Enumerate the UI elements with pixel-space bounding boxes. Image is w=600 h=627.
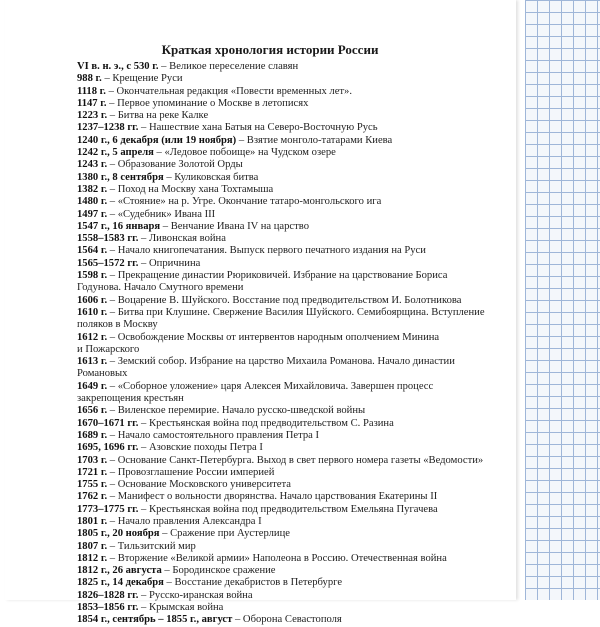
entry-date: 1147 г.: [77, 97, 107, 109]
entry-date: 1649 г.: [77, 380, 108, 392]
entry-text: – «Судебник» Ивана III: [107, 208, 216, 220]
timeline-entry: [77, 110, 517, 122]
entry-date: 1610 г.: [77, 306, 108, 318]
entry-text: – Освобождение Москвы от интервентов народным ополчением Минина и Пожарского: [77, 331, 440, 355]
entry-text: – Оборона Севастополя: [232, 614, 342, 626]
entry-date: 1670–1671 гг.: [77, 417, 139, 429]
entry-date: 1382 г.: [77, 183, 108, 195]
entry-date: 1721 г.: [77, 466, 108, 478]
entry-text: – Азовские походы Петра I: [138, 442, 263, 454]
timeline-entry: [77, 467, 517, 479]
timeline-entry: [77, 418, 517, 430]
timeline-entry: [77, 196, 517, 208]
entry-date: 1237–1238 гг.: [77, 122, 139, 134]
entry-text: – Первое упоминание о Москве в летописях: [106, 97, 309, 109]
timeline-entry: [77, 602, 517, 614]
timeline-entry: [77, 491, 517, 503]
timeline-entry: [77, 356, 517, 381]
timeline-entry: [77, 565, 517, 577]
entry-text: – Начало самостоятельного правления Петра I: [107, 429, 320, 441]
entry-date: 1755 г.: [77, 479, 108, 491]
entry-text: – Крестьянская война под предводительством Емельяна Пугачева: [138, 503, 438, 515]
entry-text: – Окончательная редакция «Повести временных лет».: [105, 85, 352, 97]
entry-date: 1762 г.: [77, 491, 108, 503]
entry-date: 1480 г.: [77, 196, 108, 208]
entry-text: – Начало правления Александра I: [107, 515, 262, 527]
timeline-entry: [77, 221, 517, 233]
entry-text: – Крестьянская война под предводительством С. Разина: [138, 417, 394, 429]
entry-date: 1703 г.: [77, 454, 108, 466]
entry-text: – Венчание Ивана IV на царство: [160, 220, 309, 232]
entry-date: 1558–1583 гг.: [77, 233, 139, 245]
timeline-entry: [77, 479, 517, 491]
entry-text: – Битва при Клушине. Свержение Василия Шуйского. Семибоярщина. Вступление поляков в Москву: [77, 306, 485, 331]
timeline-entry: [77, 307, 517, 332]
entry-date: 1598 г.: [77, 270, 108, 282]
timeline-entry: [77, 122, 517, 134]
entry-date: 1812 г.: [77, 552, 108, 564]
page-title: Краткая хронология истории России: [161, 42, 379, 57]
entry-text: – Крещение Руси: [101, 73, 183, 85]
entry-text: – «Ледовое побоище» на Чудском озере: [153, 147, 336, 159]
timeline-entry: [77, 405, 517, 417]
entry-date: 1807 г.: [77, 540, 108, 552]
entry-date: 1801 г.: [77, 515, 108, 527]
entry-text: – Взятие монголо-татарами Киева: [236, 134, 393, 146]
timeline-entry: [77, 590, 517, 602]
graph-paper-background: [525, 0, 600, 600]
entry-text: – Великое переселение славян: [158, 61, 299, 72]
entry-text: – Начало книгопечатания. Выпуск первого печатного издания на Руси: [107, 245, 426, 257]
entry-date: 1812 г., 26 августа: [77, 565, 162, 577]
entry-text: – «Стояние» на р. Угре. Окончание татаро-монгольского ига: [107, 196, 382, 208]
entry-text: – Основание Санкт-Петербурга. Выход в свет первого номера газеты «Ведомости»: [107, 454, 484, 466]
timeline-entry: [77, 577, 517, 589]
entry-date: 1118 г.: [77, 85, 106, 97]
timeline-entry: [77, 258, 517, 270]
timeline-entry: [77, 159, 517, 171]
timeline-entry: [77, 270, 517, 295]
entry-date: 1826–1828 гг.: [77, 589, 139, 601]
entry-text: – Тильзитский мир: [107, 540, 196, 552]
entry-text: – Вторжение «Великой армии» Наполеона в Россию. Отечественная война: [107, 552, 447, 564]
entry-text: – Куликовская битва: [163, 171, 259, 183]
entry-text: – Ливонская война: [138, 233, 226, 245]
timeline-entry: [77, 73, 517, 85]
entry-text: – Воцарение В. Шуйского. Восстание под предводительством И. Болотникова: [107, 294, 462, 306]
timeline-entry: [77, 455, 517, 467]
entry-date: 1689 г.: [77, 429, 108, 441]
entry-date: 1380 г., 8 сентября: [77, 171, 164, 183]
entry-text: – Земский собор. Избрание на царство Михаила Романова. Начало династии Романовых: [77, 356, 455, 380]
entry-date: 1825 г., 14 декабря: [77, 577, 164, 589]
entry-date: 1695, 1696 гг.: [77, 442, 139, 454]
timeline-entry: [77, 184, 517, 196]
entry-date: 1656 г.: [77, 405, 108, 417]
timeline-entry: [77, 209, 517, 221]
timeline-entry: [77, 135, 517, 147]
timeline-entry: [77, 233, 517, 245]
timeline-entry: [77, 442, 517, 454]
timeline-entry: [77, 61, 517, 73]
entry-date: 1565–1572 гг.: [77, 257, 139, 269]
timeline-entry: [77, 172, 517, 184]
entry-date: 1773–1775 гг.: [77, 503, 139, 515]
entry-text: – Нашествие хана Батыя на Северо-Восточную Русь: [138, 122, 378, 134]
timeline-entry: [77, 245, 517, 257]
entry-text: – Основание Московского университета: [107, 479, 291, 491]
entry-text: – Поход на Москву хана Тохтамыша: [107, 183, 274, 195]
entry-text: – «Соборное уложение» царя Алексея Михайловича. Завершен процесс закрепощения крестьян: [77, 380, 434, 405]
entry-text: – Крымская война: [138, 602, 224, 614]
entry-date: 1497 г.: [77, 208, 108, 220]
entry-text: – Манифест о вольности дворянства. Начало царствования Екатерины II: [107, 491, 438, 503]
timeline-entry: [77, 430, 517, 442]
entry-text: – Провозглашение России империей: [107, 466, 275, 478]
timeline-entry: [77, 528, 517, 540]
entry-text: – Опричнина: [138, 257, 201, 269]
entry-text: – Образование Золотой Орды: [107, 159, 243, 171]
entry-date: 1223 г.: [77, 110, 108, 122]
entry-date: 988 г.: [77, 73, 102, 85]
entry-text: – Русско-иранская война: [138, 589, 253, 601]
entry-text: – Прекращение династии Рюриковичей. Избрание на царствование Бориса Годунова. Начало Смутного времени: [77, 270, 448, 294]
entry-date: 1243 г.: [77, 159, 108, 171]
timeline-entry: [77, 504, 517, 516]
entry-text: – Сражение при Аустерлице: [159, 528, 290, 540]
timeline-entry: [77, 332, 517, 357]
entry-date: 1854 г., сентябрь – 1855 г., август: [77, 614, 233, 626]
entry-date: 1606 г.: [77, 294, 108, 306]
chronology-list: [77, 61, 517, 627]
timeline-entry: [77, 381, 517, 406]
entry-text: – Виленское перемирие. Начало русско-шведской войны: [107, 405, 366, 417]
timeline-entry: [77, 295, 517, 307]
timeline-entry: [77, 541, 517, 553]
timeline-entry: [77, 516, 517, 528]
timeline-entry: [77, 98, 517, 110]
entry-date: 1564 г.: [77, 245, 108, 257]
timeline-entry: [77, 147, 517, 159]
timeline-entry: [77, 553, 517, 565]
entry-date: 1242 г., 5 апреля: [77, 147, 154, 159]
entry-date: 1613 г.: [77, 356, 108, 368]
entry-text: – Бородинское сражение: [161, 565, 276, 577]
entry-date: VI в. н. э., с 530 г.: [77, 61, 159, 72]
entry-date: 1240 г., 6 декабря (или 19 ноября): [77, 134, 237, 146]
entry-date: 1805 г., 20 ноября: [77, 528, 160, 540]
entry-date: 1612 г.: [77, 331, 108, 343]
entry-date: 1547 г., 16 января: [77, 220, 161, 232]
entry-text: – Восстание декабристов в Петербурге: [163, 577, 343, 589]
entry-date: 1853–1856 гг.: [77, 602, 139, 614]
timeline-entry: [77, 614, 517, 626]
timeline-entry: [77, 86, 517, 98]
entry-text: – Битва на реке Калке: [107, 110, 209, 122]
